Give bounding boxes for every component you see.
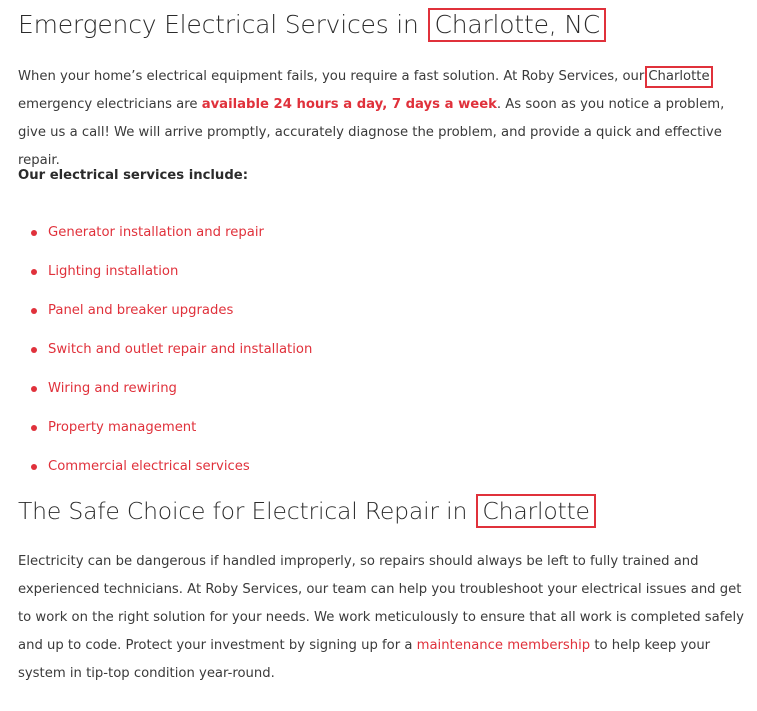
intro-paragraph [18,63,748,175]
bullet-icon [31,347,37,353]
safety-paragraph [18,548,748,688]
bullet-icon [31,308,37,314]
bullet-icon [31,269,37,275]
service-link-lighting[interactable]: Lighting installation [48,264,179,279]
heading-prefix: The Safe Choice for Electrical Repair in [18,497,475,525]
bullet-icon [31,386,37,392]
list-item [0,376,312,415]
services-label: Our electrical services include: [18,168,248,183]
safety-text-b: to help keep your system in tip-top condition year-round. [18,638,711,681]
list-item [0,415,312,454]
intro-location-highlight: Charlotte [645,66,712,88]
services-list [0,220,312,493]
service-link-switch-outlet[interactable]: Switch and outlet repair and installation [48,342,313,357]
list-item [0,259,312,298]
list-item [0,337,312,376]
safety-text-a: Electricity can be dangerous if handled improperly, so repairs should always be left to fully trained and experienced technicians. At Roby Services, our team can help you troubleshoot your electrical issues and get to work on the right solution for your needs. We work meticulously to ensure that all work is completed safely and up to code. Protect your investment by signing up for a [18,554,744,653]
list-item [0,454,312,493]
list-item [0,220,312,259]
service-link-generator[interactable]: Generator installation and repair [48,225,264,240]
intro-text-a: When your home’s electrical equipment fails, you require a fast solution. At Roby Services, our [18,69,645,84]
list-item [0,298,312,337]
heading-location-highlight: Charlotte [476,494,595,528]
intro-text-b: emergency electricians are [18,97,202,112]
service-link-panel[interactable]: Panel and breaker upgrades [48,303,234,318]
bullet-icon [31,230,37,236]
heading-prefix: Emergency Electrical Services in [18,10,427,39]
maintenance-membership-link[interactable]: maintenance membership [416,638,591,653]
service-link-property-management[interactable]: Property management [48,420,197,435]
service-link-commercial[interactable]: Commercial electrical services [48,459,250,474]
page-heading-emergency-services [18,8,606,42]
bullet-icon [31,464,37,470]
availability-emphasis: available 24 hours a day, 7 days a week [201,97,497,112]
section-heading-safe-choice [18,494,596,528]
service-link-wiring[interactable]: Wiring and rewiring [48,381,177,396]
bullet-icon [31,425,37,431]
intro-text-c: . As soon as you notice a problem, give us a call! We will arrive promptly, accurately diagnose the problem, and provide a quick and effective repair. [18,97,725,168]
heading-location-highlight: Charlotte, NC [428,8,606,42]
